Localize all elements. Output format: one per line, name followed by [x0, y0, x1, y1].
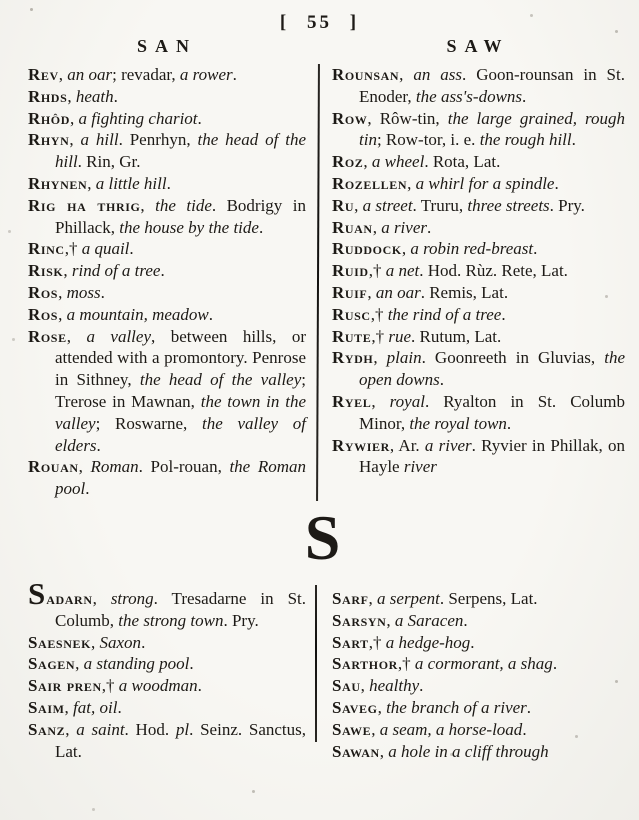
- entry-text: .: [501, 304, 506, 324]
- entry-text: ,: [65, 719, 77, 739]
- entry-text: .: [522, 86, 527, 106]
- entry-text: ,: [372, 217, 382, 237]
- entry-text: .: [166, 173, 171, 193]
- dictionary-entry: [332, 719, 625, 741]
- entry-text: ,: [371, 719, 380, 739]
- entry-text: rind of a tree: [71, 261, 161, 281]
- entry-text: . Ryvier in Phillak, on Hayle: [359, 435, 626, 477]
- entry-headword: Sau: [332, 676, 361, 696]
- dictionary-entry: [28, 64, 306, 86]
- entry-text: .: [117, 697, 122, 717]
- entry-text: ,: [64, 697, 74, 717]
- dictionary-entry: [28, 697, 306, 719]
- entry-text: strong: [110, 589, 154, 608]
- entry-headword: Saveg: [332, 697, 378, 717]
- entry-text: an ass: [413, 65, 463, 84]
- entry-text: ,: [66, 326, 87, 346]
- dictionary-entry: [332, 304, 625, 326]
- dictionary-entry: [332, 347, 625, 391]
- entry-headword: Sarf: [332, 589, 369, 608]
- entry-text: . Rin, Gr.: [77, 152, 141, 172]
- entry-text: the head of the valley: [139, 370, 302, 390]
- entry-text: ; Trerose in Mawnan,: [55, 370, 306, 411]
- entry-text: healthy: [369, 676, 420, 696]
- entry-text: a serpent: [377, 589, 440, 608]
- entry-headword: Sair pren: [28, 676, 102, 696]
- entry-text: .: [141, 632, 146, 652]
- entry-text: a hill: [80, 130, 119, 150]
- entry-text: the rough hill: [479, 130, 572, 150]
- entry-text: ,†: [368, 632, 386, 652]
- entry-text: a quail: [81, 239, 130, 259]
- dictionary-entry: [332, 632, 625, 654]
- entry-headword: Sanz: [28, 719, 66, 739]
- dictionary-entry: [28, 576, 307, 632]
- entry-text: the open downs: [359, 348, 625, 390]
- entry-text: moss: [66, 282, 101, 302]
- entry-text: ,: [58, 282, 67, 302]
- entry-text: , Rôw-tin,: [367, 108, 448, 128]
- entry-headword: Sart: [332, 632, 369, 652]
- entry-text: .: [552, 654, 558, 674]
- column-top-right: [332, 64, 625, 478]
- entry-headword: Rounsan: [332, 65, 400, 84]
- entry-text: . Hod.: [124, 719, 176, 739]
- entry-text: a wheel: [371, 152, 425, 172]
- dictionary-entry: [28, 632, 306, 654]
- entry-text: .: [113, 86, 118, 106]
- entry-headword: Roz: [332, 152, 364, 172]
- entry-text: .: [197, 676, 202, 696]
- entry-text: . Serpens, Lat.: [439, 589, 538, 608]
- dictionary-entry: [28, 719, 306, 763]
- entry-text: rue: [388, 326, 412, 346]
- dictionary-entry: [332, 108, 625, 152]
- entry-text: the royal town: [409, 413, 507, 433]
- section-letter-s: S: [304, 502, 341, 573]
- entry-text: . Penrhyn,: [118, 130, 198, 150]
- entry-text: .: [522, 719, 527, 739]
- entry-text: ,: [63, 261, 72, 281]
- entry-text: a hedge-hog: [385, 632, 471, 652]
- entry-text: a net: [385, 261, 420, 281]
- dictionary-entry: [332, 610, 625, 632]
- entry-text: ,: [69, 130, 81, 150]
- entry-text: .: [232, 65, 237, 84]
- entry-text: . Pol-rouan,: [138, 457, 230, 477]
- entry-text: heath: [75, 86, 114, 106]
- entry-text: .: [506, 413, 512, 433]
- column-bottom-left: [28, 576, 307, 762]
- entry-text: ; revadar,: [112, 65, 180, 84]
- entry-text: .: [463, 610, 468, 630]
- entry-text: . Remis, Lat.: [420, 282, 509, 302]
- running-head-left: SAN: [136, 36, 197, 56]
- entry-text: ,: [371, 391, 390, 411]
- entry-text: a mountain, meadow: [66, 304, 209, 324]
- entry-text: ,: [373, 348, 387, 368]
- entry-headword: Ros: [28, 282, 59, 302]
- entry-text: the head of the hill: [55, 130, 306, 172]
- dictionary-entry: [28, 304, 306, 326]
- entry-text: . Ryalton in St. Columb Minor,: [359, 391, 625, 433]
- entry-text: a whirl for a spindle: [415, 173, 555, 193]
- dictionary-entry: [28, 282, 306, 304]
- entry-text: .: [160, 261, 165, 281]
- entry-text: ,: [386, 610, 395, 630]
- entry-text: a standing pool: [83, 654, 190, 674]
- page-number: [ 55 ]: [279, 12, 360, 33]
- entry-headword: Sawe: [332, 719, 372, 739]
- entry-text: ,: [407, 173, 416, 193]
- entry-text: Saxon: [99, 632, 142, 652]
- scan-speck-noise: [30, 8, 33, 11]
- entry-text: ,: [78, 457, 91, 477]
- entry-text: ,†: [101, 676, 119, 696]
- entry-text: a little hill: [95, 173, 167, 193]
- dictionary-entry: [332, 435, 625, 479]
- dictionary-entry: [332, 675, 625, 697]
- entry-headword: Rinc: [28, 239, 65, 259]
- entry-text: ,†: [368, 261, 386, 281]
- entry-text: ,: [367, 282, 376, 302]
- entry-text: the valley of elders: [55, 413, 306, 455]
- entry-text: an oar: [375, 282, 421, 302]
- entry-text: .: [208, 304, 213, 324]
- dictionary-entry: [28, 675, 306, 697]
- entry-text: ,: [377, 697, 387, 717]
- entry-headword: Rydh: [332, 348, 374, 368]
- entry-text: ,†: [371, 326, 389, 346]
- entry-text: the large grained, rough tin: [359, 108, 625, 150]
- entry-headword: Rhôd: [28, 108, 71, 128]
- entry-text: . Rota, Lat.: [424, 152, 501, 172]
- entry-text: fat, oil: [73, 697, 118, 717]
- dictionary-entry: [332, 260, 625, 282]
- entry-headword: Sawan: [332, 741, 380, 761]
- entry-text: ,: [368, 589, 378, 608]
- entry-text: .: [470, 632, 475, 652]
- entry-text: ,: [58, 65, 68, 84]
- entry-headword: Rev: [28, 65, 59, 84]
- entry-text: a hole in a cliff through: [388, 741, 549, 761]
- entry-headword: adarn: [46, 589, 93, 608]
- entry-text: ; Roswarne,: [95, 413, 202, 433]
- entry-text: ,: [379, 741, 389, 761]
- entry-initial-capital: S: [28, 576, 47, 611]
- dictionary-entry: [332, 282, 625, 304]
- dictionary-entry: [332, 151, 625, 173]
- entry-text: , between hills, or attended with a promontory. Penrose in Sithney,: [55, 326, 306, 390]
- entry-headword: Sarthor: [332, 654, 398, 674]
- dictionary-entry: [28, 173, 306, 195]
- dictionary-entry: [332, 173, 625, 195]
- entry-text: river: [403, 457, 437, 477]
- entry-text: ,: [87, 173, 96, 193]
- entry-text: a seam, a horse-load: [379, 719, 523, 739]
- entry-text: . Hod. Rùz. Rete, Lat.: [419, 261, 568, 281]
- entry-headword: Sarsyn: [332, 610, 387, 630]
- entry-text: ,: [354, 195, 363, 215]
- entry-headword: Rhynen: [28, 173, 88, 193]
- entry-text: .: [96, 435, 101, 455]
- entry-headword: Rywier: [332, 435, 390, 455]
- entry-text: a Saracen: [394, 610, 464, 630]
- entry-headword: Rose: [28, 326, 67, 346]
- entry-headword: Row: [332, 108, 368, 128]
- dictionary-entry: [332, 217, 625, 239]
- entry-text: ,: [67, 86, 76, 106]
- entry-text: .: [258, 217, 264, 237]
- entry-text: the ass's-downs: [415, 86, 523, 106]
- entry-text: plain: [386, 348, 422, 368]
- entry-text: . Pry.: [549, 195, 585, 215]
- entry-text: . Goonreeth in Gluvias,: [421, 348, 605, 368]
- entry-text: a fighting chariot: [78, 108, 198, 128]
- entry-text: .: [571, 130, 576, 150]
- dictionary-entry: [28, 86, 306, 108]
- dictionary-entry: [332, 391, 625, 435]
- entry-text: .: [85, 479, 90, 499]
- entry-text: ,†: [397, 654, 415, 674]
- entry-text: .: [129, 239, 134, 259]
- entry-text: a robin red-breast: [410, 239, 534, 259]
- entry-headword: Sagen: [28, 654, 76, 674]
- entry-text: . Bodrigy in Phillack,: [55, 195, 306, 237]
- entry-text: Roman: [90, 457, 139, 477]
- entry-text: ,: [401, 239, 411, 259]
- entry-headword: Ru: [332, 195, 355, 215]
- entry-text: the house by the tide: [119, 217, 259, 237]
- entry-text: an oar: [67, 65, 113, 84]
- entry-text: the town in the valley: [55, 391, 306, 433]
- entry-text: . Rutum, Lat.: [411, 326, 502, 346]
- dictionary-entry: [332, 326, 625, 348]
- entry-headword: Saim: [28, 697, 65, 717]
- entry-text: ,†: [64, 239, 82, 259]
- entry-headword: Rhyn: [28, 130, 70, 150]
- running-head-right: SAW: [446, 36, 510, 56]
- entry-text: . Pry.: [223, 610, 259, 630]
- column-bottom-right: [332, 588, 625, 762]
- entry-headword: Ros: [28, 304, 59, 324]
- entry-headword: Ruif: [332, 282, 368, 302]
- entry-text: ,: [360, 676, 370, 696]
- entry-headword: Rozellen: [332, 173, 408, 193]
- entry-text: ,: [70, 108, 79, 128]
- column-divider-bottom: [315, 585, 317, 742]
- entry-text: ,: [363, 152, 372, 172]
- entry-text: ,: [399, 65, 414, 84]
- column-top-left: [28, 64, 306, 500]
- entry-headword: Rig ha thrig: [28, 195, 141, 215]
- entry-headword: Risk: [28, 261, 64, 281]
- entry-text: ,: [91, 632, 100, 652]
- entry-text: .: [554, 173, 559, 193]
- entry-text: . Seinz. Sanctus, Lat.: [55, 719, 307, 761]
- entry-headword: Ruan: [332, 217, 373, 237]
- entry-text: three streets: [467, 195, 550, 215]
- entry-text: .: [197, 108, 202, 128]
- entry-text: .: [100, 282, 105, 302]
- entry-headword: Rhds: [28, 86, 68, 106]
- entry-text: a street: [362, 195, 413, 215]
- dictionary-entry: [332, 588, 625, 610]
- dictionary-entry: [28, 129, 306, 173]
- entry-headword: Rusc: [332, 304, 371, 324]
- entry-headword: Rute: [332, 326, 372, 346]
- entry-text: a valley: [86, 326, 151, 346]
- entry-text: royal: [389, 391, 425, 411]
- column-divider-top: [316, 64, 320, 501]
- entry-text: the tide: [155, 195, 212, 215]
- entry-text: ,: [75, 654, 84, 674]
- entry-text: .: [189, 654, 194, 674]
- entry-text: .: [439, 370, 444, 390]
- entry-text: the rind of a tree: [387, 304, 502, 324]
- entry-text: the strong town: [118, 610, 224, 630]
- entry-headword: Saesnek: [28, 632, 92, 652]
- entry-text: , Ar.: [389, 435, 425, 455]
- entry-headword: Ruddock: [332, 239, 402, 259]
- entry-text: a rower: [179, 65, 233, 84]
- entry-text: ,: [140, 195, 156, 215]
- dictionary-entry: [28, 456, 306, 500]
- entry-text: pl: [175, 719, 190, 739]
- dictionary-entry: [332, 741, 625, 763]
- dictionary-entry: [28, 195, 306, 239]
- entry-text: ; Row-tor, i. e.: [376, 130, 480, 150]
- dictionary-entry: [28, 238, 306, 260]
- entry-text: ,: [92, 589, 111, 608]
- entry-text: the branch of a river: [386, 697, 527, 717]
- entry-text: a river: [424, 435, 472, 455]
- dictionary-entry: [28, 326, 306, 457]
- entry-text: a woodman: [118, 676, 198, 696]
- dictionary-entry: [28, 653, 306, 675]
- entry-text: . Goon-rounsan in St. Enoder,: [359, 65, 625, 106]
- entry-text: ,†: [370, 304, 388, 324]
- entry-text: .: [526, 697, 532, 717]
- entry-headword: Rouan: [28, 457, 79, 477]
- dictionary-entry: [332, 653, 625, 675]
- entry-text: . Tresadarne in St. Columb,: [55, 589, 307, 630]
- dictionary-entry: [332, 238, 625, 260]
- entry-headword: Ryel: [332, 391, 372, 411]
- entry-text: a cormorant, a shag: [414, 654, 553, 674]
- dictionary-entry: [332, 697, 625, 719]
- entry-text: .: [533, 239, 538, 259]
- entry-text: . Truru,: [412, 195, 468, 215]
- dictionary-entry: [332, 64, 625, 108]
- entry-text: .: [419, 676, 424, 696]
- entry-text: a saint: [76, 719, 125, 739]
- dictionary-entry: [28, 108, 306, 130]
- dictionary-entry: [332, 195, 625, 217]
- dictionary-entry: [28, 260, 306, 282]
- entry-text: .: [426, 217, 432, 237]
- entry-text: a river: [381, 217, 427, 237]
- entry-headword: Ruid: [332, 261, 369, 281]
- entry-text: ,: [58, 304, 67, 324]
- entry-text: the Roman pool: [55, 457, 307, 499]
